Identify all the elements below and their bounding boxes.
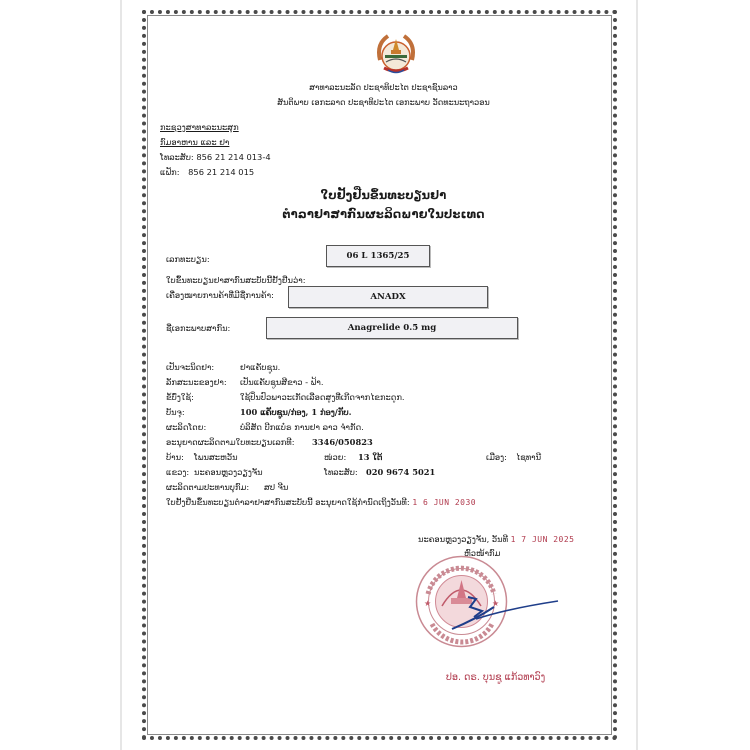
reg-no-box: 06 L 1365/25 <box>326 245 430 267</box>
validity-text: ໃບຢັ້ງຢືນຂຶ້ນທະບຽນຕໍາລາຢາສາກົນສະບັບນີ້ ອະນຸຍາດໃຊ້ກໍານົດເຖິງວັນທີ: <box>166 497 410 507</box>
certificate-page <box>142 10 617 740</box>
pack-label: ບັນຈຸ: <box>166 407 185 417</box>
issue-date-stamp: 1 7 JUN 2025 <box>510 535 575 544</box>
brand-label: ເຄື່ອງໝາຍການຄ້າທີ່ມີຊື່ການຄ້າ: <box>166 290 274 300</box>
generic-label: ຊື່ເອກະພາບສາກົນ: <box>166 323 231 333</box>
certificate-title-line1: ໃບຢັ້ງຢືນຂຶ້ນທະບຽນຢາ <box>320 188 447 202</box>
origin-label: ຜະລິດຕາມປະທານບຸກົມ: <box>166 482 250 492</box>
indication-label: ຂໍ້ບົ່ງໃຊ້: <box>166 392 194 402</box>
brand-box: ANADX <box>288 286 488 308</box>
pack-value: 100 ແຄັບຊູນ/ກ່ອງ, 1 ກ່ອງ/ກັບ. <box>240 407 352 417</box>
indication-value: ໃຊ້ປິ່ນປົວພາວະເກັດເລືອດສູງທີ່ເກີດຈາກໄຂກະດູກ. <box>240 392 405 402</box>
page-edge-right <box>636 0 638 750</box>
issuer-phone <box>160 152 271 162</box>
motto-line: ສັນຕິພາບ ເອກະລາດ ປະຊາທິປະໄຕ ເອກະພາບ ວັດທະນະຖາວອນ <box>277 97 490 107</box>
page-edge-left <box>120 0 122 750</box>
reg-no-label: ເລກທະບຽນ: <box>166 254 210 264</box>
village-label: ບ້ານ: <box>166 452 184 462</box>
generic-box: Anagrelide 0.5 mg <box>266 317 518 339</box>
phone-value: 856 21 214 013-4 <box>196 152 271 162</box>
ministry-name: ກະຊວງສາທາລະນະສຸກ <box>160 122 239 132</box>
svg-text:★: ★ <box>424 599 432 608</box>
unit-label: ໜ່ວຍ: <box>324 452 347 462</box>
place-date-label: ນະຄອນຫຼວງວຽງຈັນ, ວັນທີ <box>418 534 509 544</box>
village-value: ໂພນສະຫວັນ <box>194 452 238 462</box>
certify-line: ໃບຂຶ້ນທະບຽນຢາສາກົນສະບັບນີ້ຢັ້ງຢືນວ່າ: <box>166 275 306 285</box>
phone-label: ໂທລະສັບ: <box>160 152 194 162</box>
department-name: ກົມອາຫານ ແລະ ຢາ <box>160 137 230 147</box>
origin-value: ສປ ຈີນ <box>264 482 289 492</box>
province-value: ນະຄອນຫຼວງວຽງຈັນ <box>194 467 263 477</box>
tel-label: ໂທລະສັບ: <box>324 467 358 477</box>
handwritten-signature-icon <box>446 589 566 634</box>
maker-value: ບໍລິສັດ ບີກແບ໋ຣ ການຢາ ລາວ ຈໍາກັດ. <box>240 422 364 432</box>
fax-label: ແຟັກ: <box>160 167 180 177</box>
form-label: ເປັນຈະນິດຢາ: <box>166 362 215 372</box>
place-date-line <box>418 534 574 544</box>
license-label: ອະນຸຍາດຜະລິດຕາມໃບທະບຽນເລກທີ: <box>166 437 295 447</box>
unit-value: 13 ໃຕ້ <box>358 452 383 462</box>
tel-value: 020 9674 5021 <box>366 467 436 477</box>
signatory-name: ປອ. ດຣ. ບຸນຊູ ແກ້ວທາວົງ <box>446 672 546 683</box>
on-behalf-title: ຫົວໜ້າກົມ <box>464 548 501 558</box>
appearance-label: ລັກສະນະຂອງຢາ: <box>166 377 227 387</box>
validity-line <box>166 497 476 507</box>
province-label: ແຂວງ: <box>166 467 190 477</box>
validity-date-stamp: 1 6 JUN 2030 <box>412 498 477 507</box>
country-line: ສາທາລະນະລັດ ປະຊາທິປະໄຕ ປະຊາຊົນລາວ <box>309 82 458 92</box>
certificate-title-line2: ຕໍາລາຢາສາກົນຜະລິດພາຍໃນປະເທດ <box>282 207 485 221</box>
form-value: ຢາແຄັບຊູນ. <box>240 362 281 372</box>
license-value: 3346/050823 <box>312 437 373 447</box>
lao-national-emblem-icon <box>374 30 418 78</box>
issuer-fax <box>160 167 254 177</box>
district-label: ເມືອງ: <box>486 452 507 462</box>
maker-label: ຜະລິດໂດຍ: <box>166 422 207 432</box>
district-value: ໄຊທານີ <box>516 452 542 462</box>
appearance-value: ເປັນແຄັບຊູນສີຂາວ - ຟ້າ. <box>240 377 324 387</box>
fax-value: 856 21 214 015 <box>188 167 255 177</box>
svg-text:★: ★ <box>492 599 500 608</box>
